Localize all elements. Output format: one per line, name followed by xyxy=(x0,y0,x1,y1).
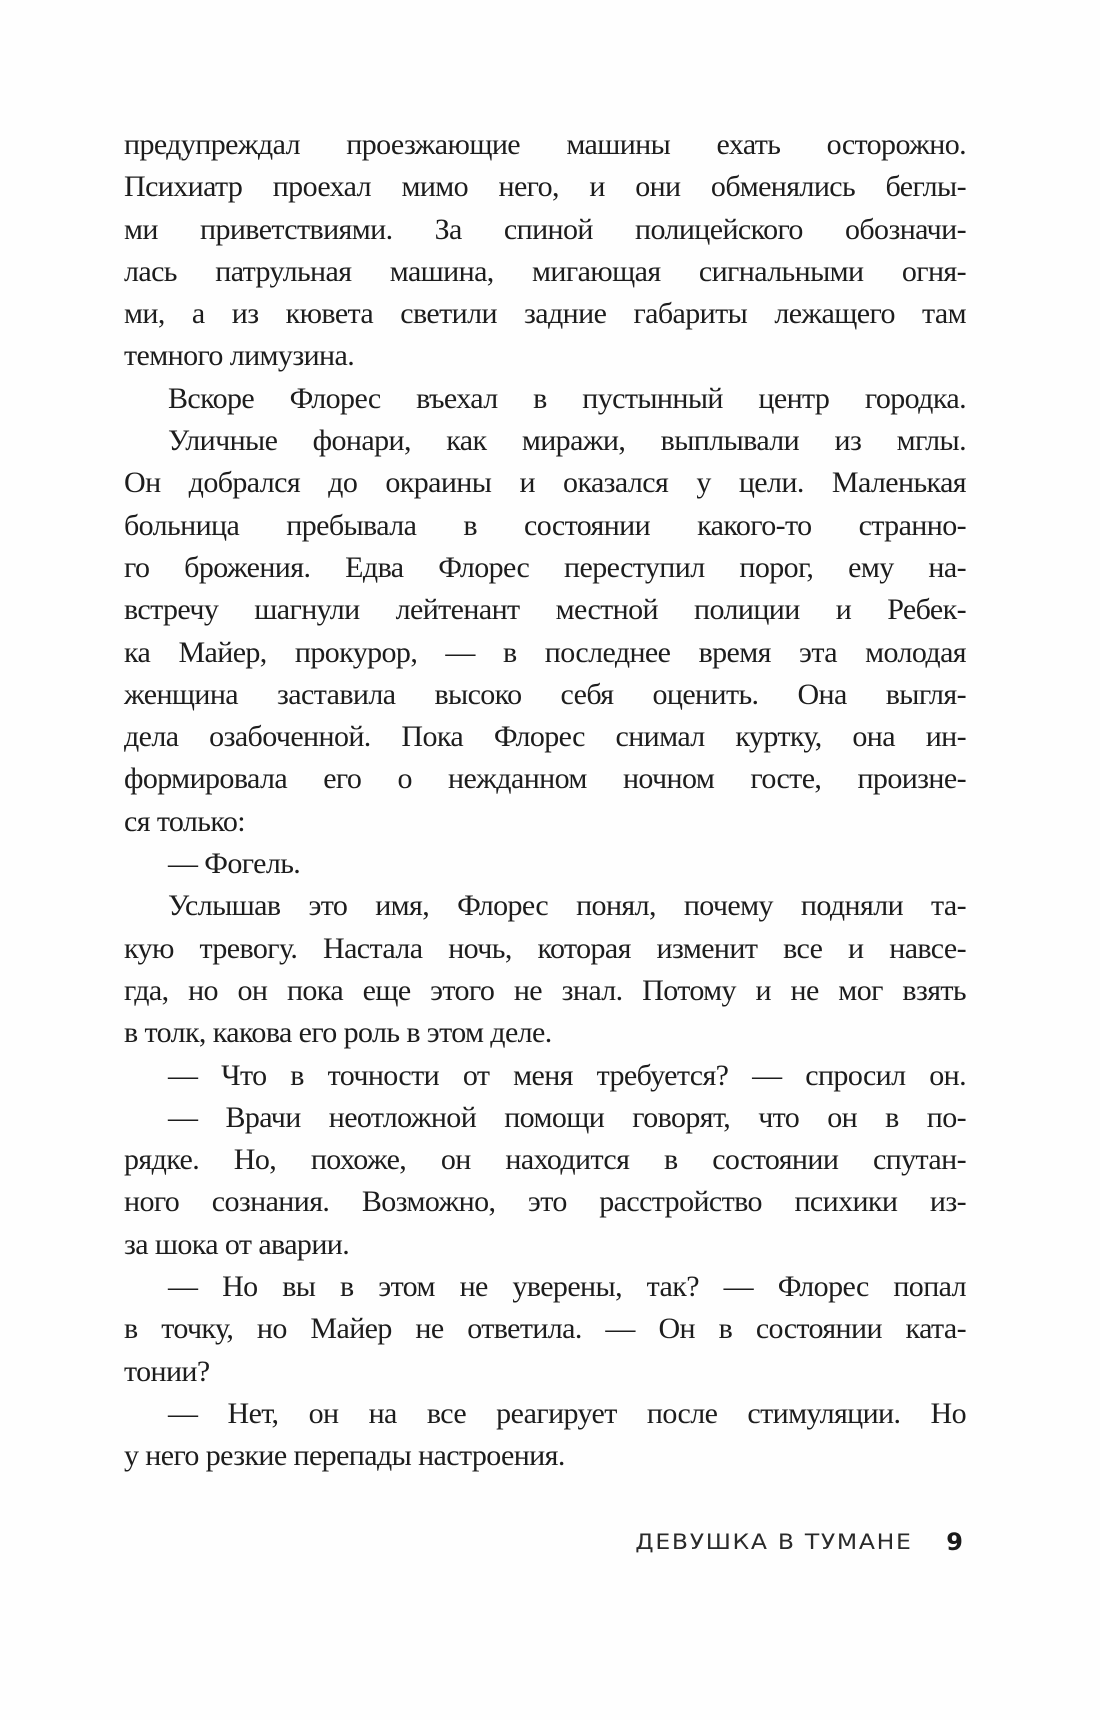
text-line: в толк, какова его роль в этом деле. xyxy=(124,1016,552,1050)
page-number: 9 xyxy=(946,1528,963,1556)
text-line: Психиатр проехал мимо него, и они обменялись беглы- xyxy=(124,170,966,204)
text-line: — Врачи неотложной помощи говорят, что он в по- xyxy=(168,1100,966,1134)
text-line: у него резкие перепады настроения. xyxy=(124,1439,565,1473)
text-line: — Нет, он на все реагирует после стимуляции. Но xyxy=(168,1396,966,1430)
text-line: предупреждал проезжающие машины ехать осторожно. xyxy=(124,128,966,161)
text-line: — Фогель. xyxy=(168,847,301,881)
text-line: ка Майер, прокурор, — в последнее время эта молодая xyxy=(124,635,966,669)
text-line: Услышав это имя, Флорес понял, почему подняли та- xyxy=(168,889,966,923)
text-line: дела озабоченной. Пока Флорес снимал куртку, она ин- xyxy=(124,720,966,754)
text-line: ми приветствиями. За спиной полицейского обозначи- xyxy=(124,212,966,246)
body-text xyxy=(124,124,966,1478)
text-line: встречу шагнули лейтенант местной полиции и Ребек- xyxy=(124,593,966,627)
text-line: темного лимузина. xyxy=(124,339,355,373)
text-line: Уличные фонари, как миражи, выплывали из мглы. xyxy=(168,424,966,458)
text-line: лась патрульная машина, мигающая сигнальными огня- xyxy=(124,254,966,288)
text-line: кую тревогу. Настала ночь, которая изменит все и навсе- xyxy=(124,931,966,965)
page-footer xyxy=(635,1528,963,1556)
text-line: ного сознания. Возможно, это расстройство психики из- xyxy=(124,1185,966,1219)
text-line: — Но вы в этом не уверены, так? — Флорес попал xyxy=(168,1270,966,1304)
text-line: женщина заставила высоко себя оценить. Она выгля- xyxy=(124,677,966,711)
text-line: формировала его о нежданном ночном госте, произне- xyxy=(124,762,966,796)
text-line: го брожения. Едва Флорес переступил порог, ему на- xyxy=(124,550,966,584)
text-line: рядке. Но, похоже, он находится в состоянии спутан- xyxy=(124,1143,966,1177)
running-title: ДЕВУШКА В ТУМАНЕ xyxy=(635,1530,913,1554)
text-line: больница пребывала в состоянии какого-то странно- xyxy=(124,508,966,542)
text-line: за шока от аварии. xyxy=(124,1227,350,1261)
text-line: ми, а из кювета светили задние габариты лежащего там xyxy=(124,297,966,331)
text-line: гда, но он пока еще этого не знал. Потому и не мог взять xyxy=(124,973,966,1007)
text-line: Вскоре Флорес въехал в пустынный центр городка. xyxy=(168,381,966,415)
text-line: Он добрался до окраины и оказался у цели. Маленькая xyxy=(124,466,966,500)
text-line: в точку, но Майер не ответила. — Он в состоянии ката- xyxy=(124,1312,966,1346)
text-line: — Что в точности от меня требуется? — спросил он. xyxy=(168,1058,966,1092)
text-line: тонии? xyxy=(124,1354,210,1388)
text-line: ся только: xyxy=(124,804,245,838)
